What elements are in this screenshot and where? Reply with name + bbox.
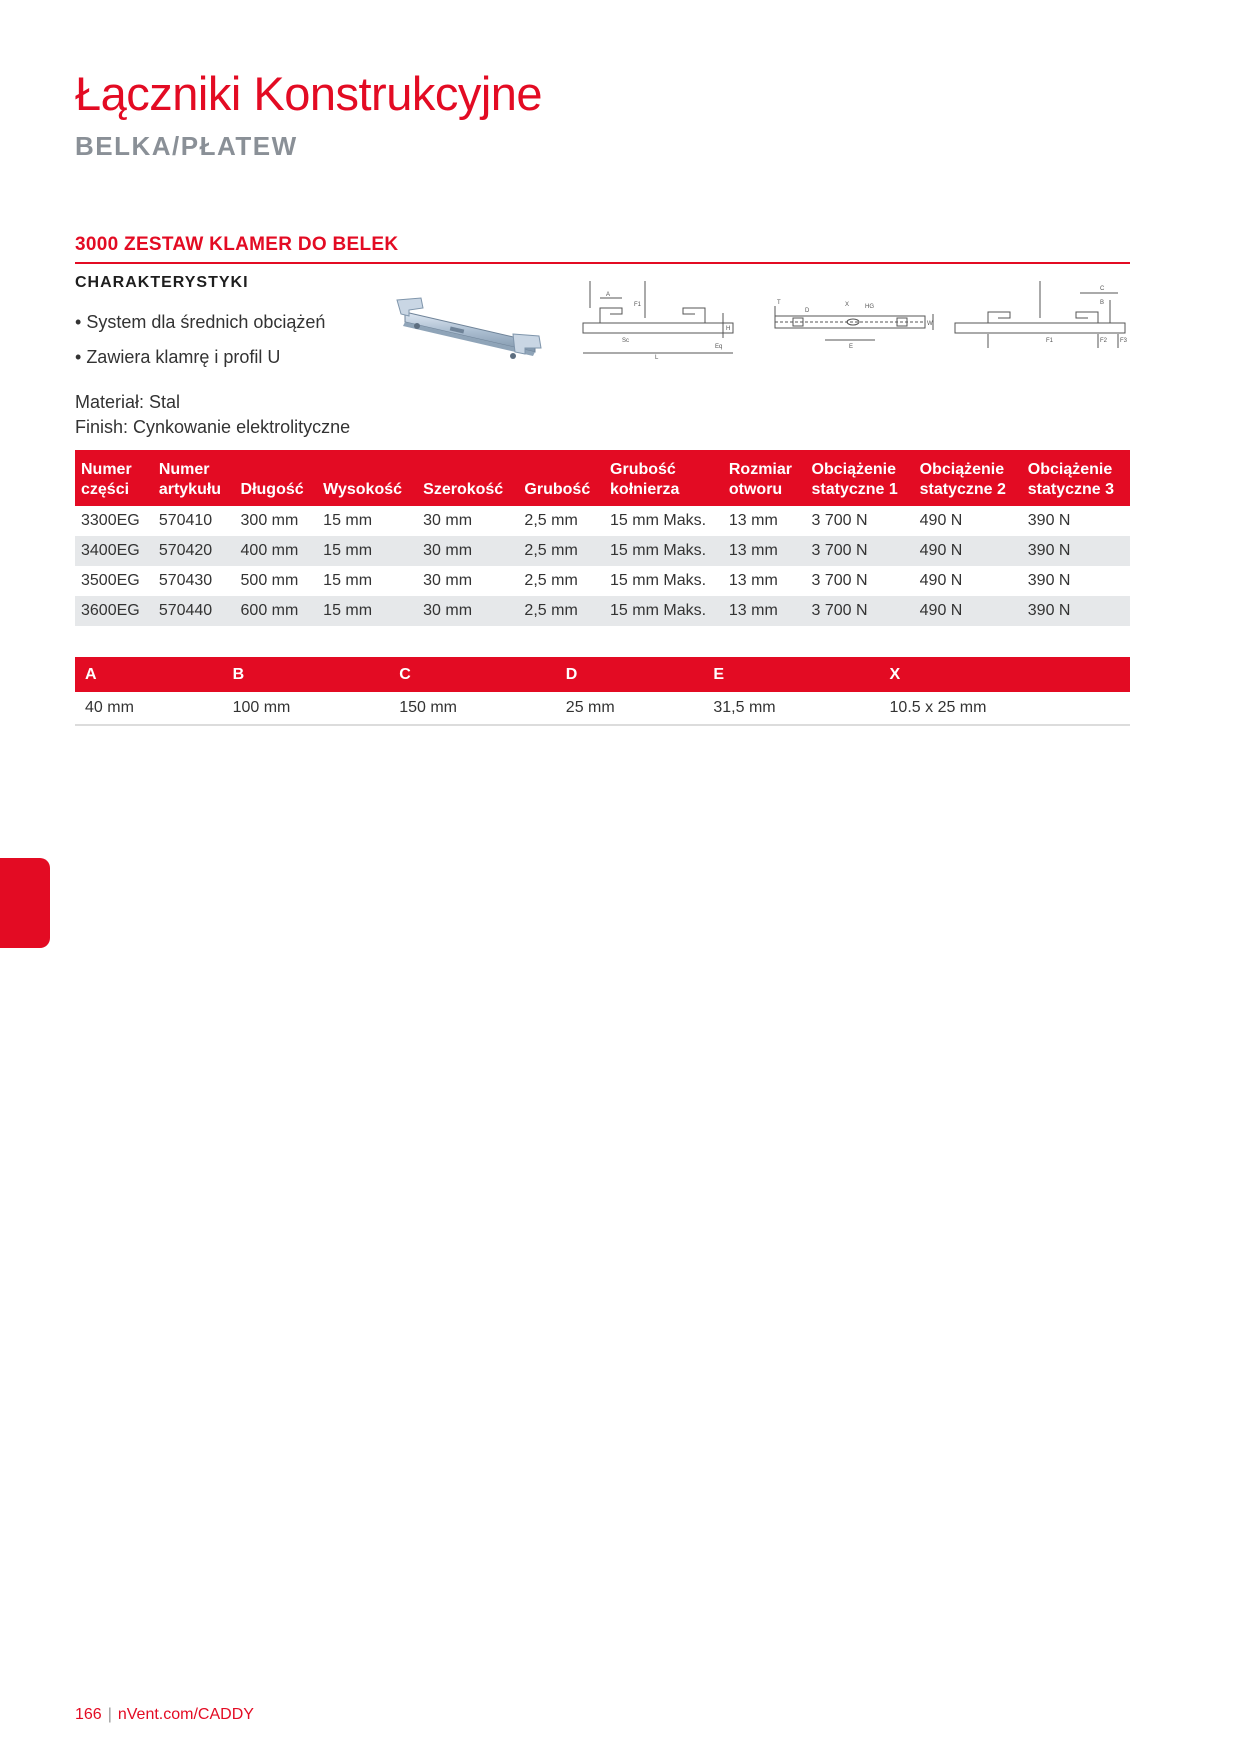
drawing-label: F2	[1100, 338, 1108, 344]
table-cell: 3 700 N	[811, 572, 868, 589]
drawing-label: B	[1100, 300, 1105, 306]
drawing-label: T	[777, 300, 781, 306]
table-cell: 3 700 N	[806, 536, 914, 566]
table-cell: 490 N	[919, 512, 963, 529]
col-header-height: Wysokość	[317, 450, 417, 506]
table-cell: 15 mm Maks.	[610, 572, 707, 589]
product-image	[395, 290, 545, 366]
col-header-static-load-3: Obciążenie statyczne 3	[1022, 450, 1130, 506]
col-header-e: E	[703, 657, 879, 692]
feature-item: • Zawiera klamrę i profil U	[75, 340, 325, 375]
col-header-x: X	[880, 657, 1130, 692]
table-cell: 3300EG	[81, 512, 140, 529]
col-header-width: Szerokość	[417, 450, 518, 506]
material-text: Materiał: Stal	[75, 392, 181, 412]
table-cell: 570420	[153, 536, 235, 566]
spec-table-header	[75, 450, 1130, 506]
table-row	[75, 506, 1130, 536]
page-footer	[75, 1706, 254, 1724]
dimensions-table-header	[75, 657, 1130, 692]
table-cell: 2,5 mm	[524, 512, 578, 529]
table-cell: 2,5 mm	[518, 596, 604, 626]
drawing-label: E	[849, 344, 854, 350]
table-cell: 570440	[153, 596, 235, 626]
table-cell: 570410	[158, 512, 213, 529]
table-row	[75, 692, 1130, 725]
drawing-label: W	[927, 321, 933, 327]
drawing-label: A	[606, 292, 611, 298]
table-cell: 2,5 mm	[524, 572, 578, 589]
drawing-label: F3	[1120, 338, 1128, 344]
table-cell: 15 mm	[317, 536, 417, 566]
drawing-label: X	[845, 302, 850, 308]
material-info	[75, 390, 350, 440]
finish-text: Finish: Cynkowanie elektrolityczne	[75, 417, 351, 437]
dimensions-table	[75, 657, 1130, 726]
drawing-label: HG	[865, 304, 874, 310]
col-header-length: Długość	[235, 450, 318, 506]
table-cell: 500 mm	[240, 572, 299, 589]
table-cell: 15 mm	[323, 512, 373, 529]
col-header-article-number: Numer artykułu	[153, 450, 235, 506]
footer-link[interactable]: nVent.com/CADDY	[117, 1706, 254, 1723]
drawing-label: Sc	[622, 338, 630, 344]
table-cell: 2,5 mm	[518, 536, 604, 566]
table-cell: 3 700 N	[806, 596, 914, 626]
page-title: Łączniki Konstrukcyjne	[75, 67, 543, 120]
col-header-thickness: Grubość	[518, 450, 604, 506]
table-cell: 13 mm	[723, 536, 806, 566]
table-cell: 15 mm Maks.	[604, 536, 723, 566]
drawing-label: F1	[1046, 338, 1054, 344]
footer-separator: |	[107, 1706, 112, 1723]
table-cell: 30 mm	[423, 572, 473, 589]
drawing-label: F1	[634, 302, 642, 308]
table-cell: 15 mm	[323, 572, 373, 589]
drawing-label: C	[1100, 286, 1105, 292]
table-cell: 600 mm	[235, 596, 318, 626]
col-header-d: D	[556, 657, 704, 692]
table-cell: 15 mm	[317, 596, 417, 626]
drawing-label: H	[726, 326, 731, 332]
drawing-label: Eq	[715, 344, 723, 350]
col-header-flange-thickness: Grubość kołnierza	[604, 450, 723, 506]
section-side-tab	[0, 858, 50, 948]
col-header-b: B	[223, 657, 390, 692]
table-cell: 390 N	[1027, 512, 1071, 529]
table-cell: 30 mm	[423, 512, 473, 529]
table-cell: 40 mm	[75, 692, 223, 725]
table-cell: 390 N	[1022, 596, 1130, 626]
table-cell: 10.5 x 25 mm	[880, 692, 1130, 725]
features-list	[75, 305, 325, 375]
table-cell: 13 mm	[728, 512, 778, 529]
col-header-c: C	[389, 657, 556, 692]
table-cell: 13 mm	[728, 572, 778, 589]
table-cell: 390 N	[1022, 536, 1130, 566]
section-title: 3000 ZESTAW KLAMER DO BELEK	[75, 234, 399, 255]
table-cell: 300 mm	[240, 512, 299, 529]
table-cell: 25 mm	[556, 692, 704, 725]
table-cell: 100 mm	[223, 692, 390, 725]
table-cell: 490 N	[914, 596, 1022, 626]
table-cell: 3500EG	[81, 572, 140, 589]
table-row	[75, 596, 1130, 626]
features-heading: CHARAKTERYSTYKI	[75, 274, 249, 291]
col-header-static-load-2: Obciążenie statyczne 2	[914, 450, 1022, 506]
table-cell: 3400EG	[75, 536, 153, 566]
col-header-static-load-1: Obciążenie statyczne 1	[806, 450, 914, 506]
table-cell: 15 mm Maks.	[604, 596, 723, 626]
technical-drawing-load	[950, 278, 1130, 362]
table-cell: 3600EG	[75, 596, 153, 626]
col-header-a: A	[75, 657, 223, 692]
table-cell: 13 mm	[723, 596, 806, 626]
col-header-part-number: Numer części	[75, 450, 153, 506]
table-cell: 30 mm	[417, 536, 518, 566]
table-cell: 390 N	[1027, 572, 1071, 589]
table-cell: 31,5 mm	[703, 692, 879, 725]
col-header-hole-size: Rozmiar otworu	[723, 450, 806, 506]
table-cell: 30 mm	[417, 596, 518, 626]
table-cell: 150 mm	[389, 692, 556, 725]
table-cell: 3 700 N	[811, 512, 868, 529]
spec-table	[75, 450, 1130, 626]
table-cell: 490 N	[914, 536, 1022, 566]
page-subtitle: BELKA/PŁATEW	[75, 131, 298, 161]
table-row	[75, 536, 1130, 566]
feature-item: • System dla średnich obciążeń	[75, 305, 325, 340]
technical-drawing-side	[580, 278, 740, 362]
table-cell: 490 N	[919, 572, 963, 589]
table-cell: 570430	[158, 572, 213, 589]
section-divider	[75, 262, 1130, 264]
technical-drawing-top	[765, 278, 940, 362]
table-row	[75, 566, 1130, 596]
drawing-label: L	[655, 355, 659, 361]
drawing-label: D	[805, 308, 810, 314]
table-cell: 400 mm	[235, 536, 318, 566]
page-number: 166	[75, 1706, 102, 1723]
table-cell: 15 mm Maks.	[610, 512, 707, 529]
